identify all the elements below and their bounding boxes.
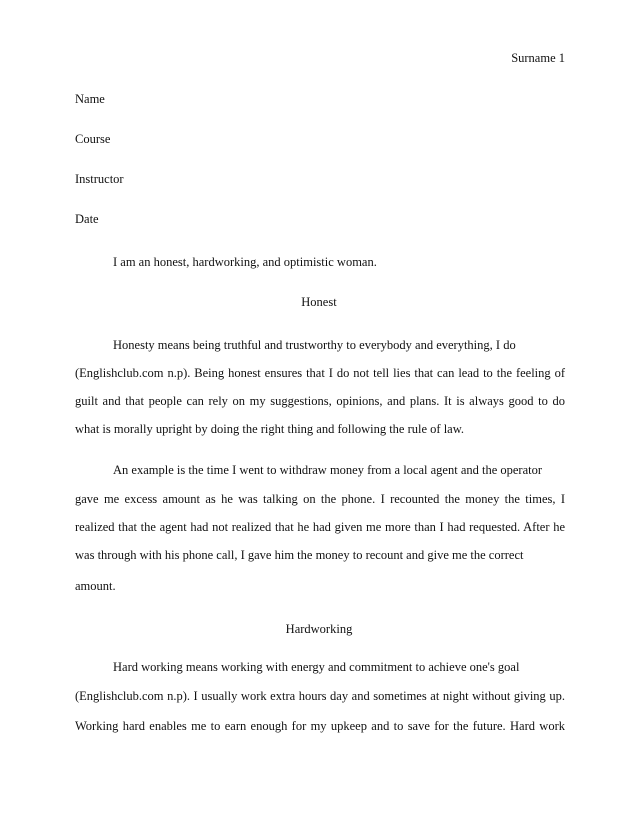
section-heading-honest: Honest (301, 295, 337, 309)
student-name: Name (75, 92, 105, 106)
section-heading-hardworking: Hardworking (285, 622, 353, 636)
paragraph-line: realized that the agent had not realized that he had given me more than I had requested. After he (75, 520, 565, 534)
instructor-name: Instructor (75, 172, 124, 186)
paragraph-line: Honesty means being truthful and trustworthy to everybody and everything, I do (113, 338, 516, 352)
paragraph-line: amount. (75, 579, 116, 593)
paragraph-line: Working hard enables me to earn enough for my upkeep and to save for the future. Hard work (75, 719, 565, 733)
paragraph-line: An example is the time I went to withdraw money from a local agent and the operator (113, 463, 543, 477)
thesis-statement: I am an honest, hardworking, and optimistic woman. (113, 255, 377, 269)
paragraph-line: (Englishclub.com n.p). I usually work extra hours day and sometimes at night without giving up. (75, 689, 565, 703)
date-line: Date (75, 212, 99, 226)
running-head: Surname 1 (511, 51, 565, 65)
paragraph-line: was through with his phone call, I gave him the money to recount and give me the correct (75, 548, 524, 562)
paragraph-line: Hard working means working with energy and commitment to achieve one's goal (113, 660, 520, 674)
paragraph-line: guilt and that people can rely on my suggestions, opinions, and plans. It is always good to do (75, 394, 565, 408)
course-name: Course (75, 132, 111, 146)
paragraph-line: (Englishclub.com n.p). Being honest ensures that I do not tell lies that can lead to the feeling of (75, 366, 565, 380)
paragraph-line: gave me excess amount as he was talking on the phone. I recounted the money the times, I (75, 492, 565, 506)
paragraph-line: what is morally upright by doing the right thing and following the rule of law. (75, 422, 465, 436)
